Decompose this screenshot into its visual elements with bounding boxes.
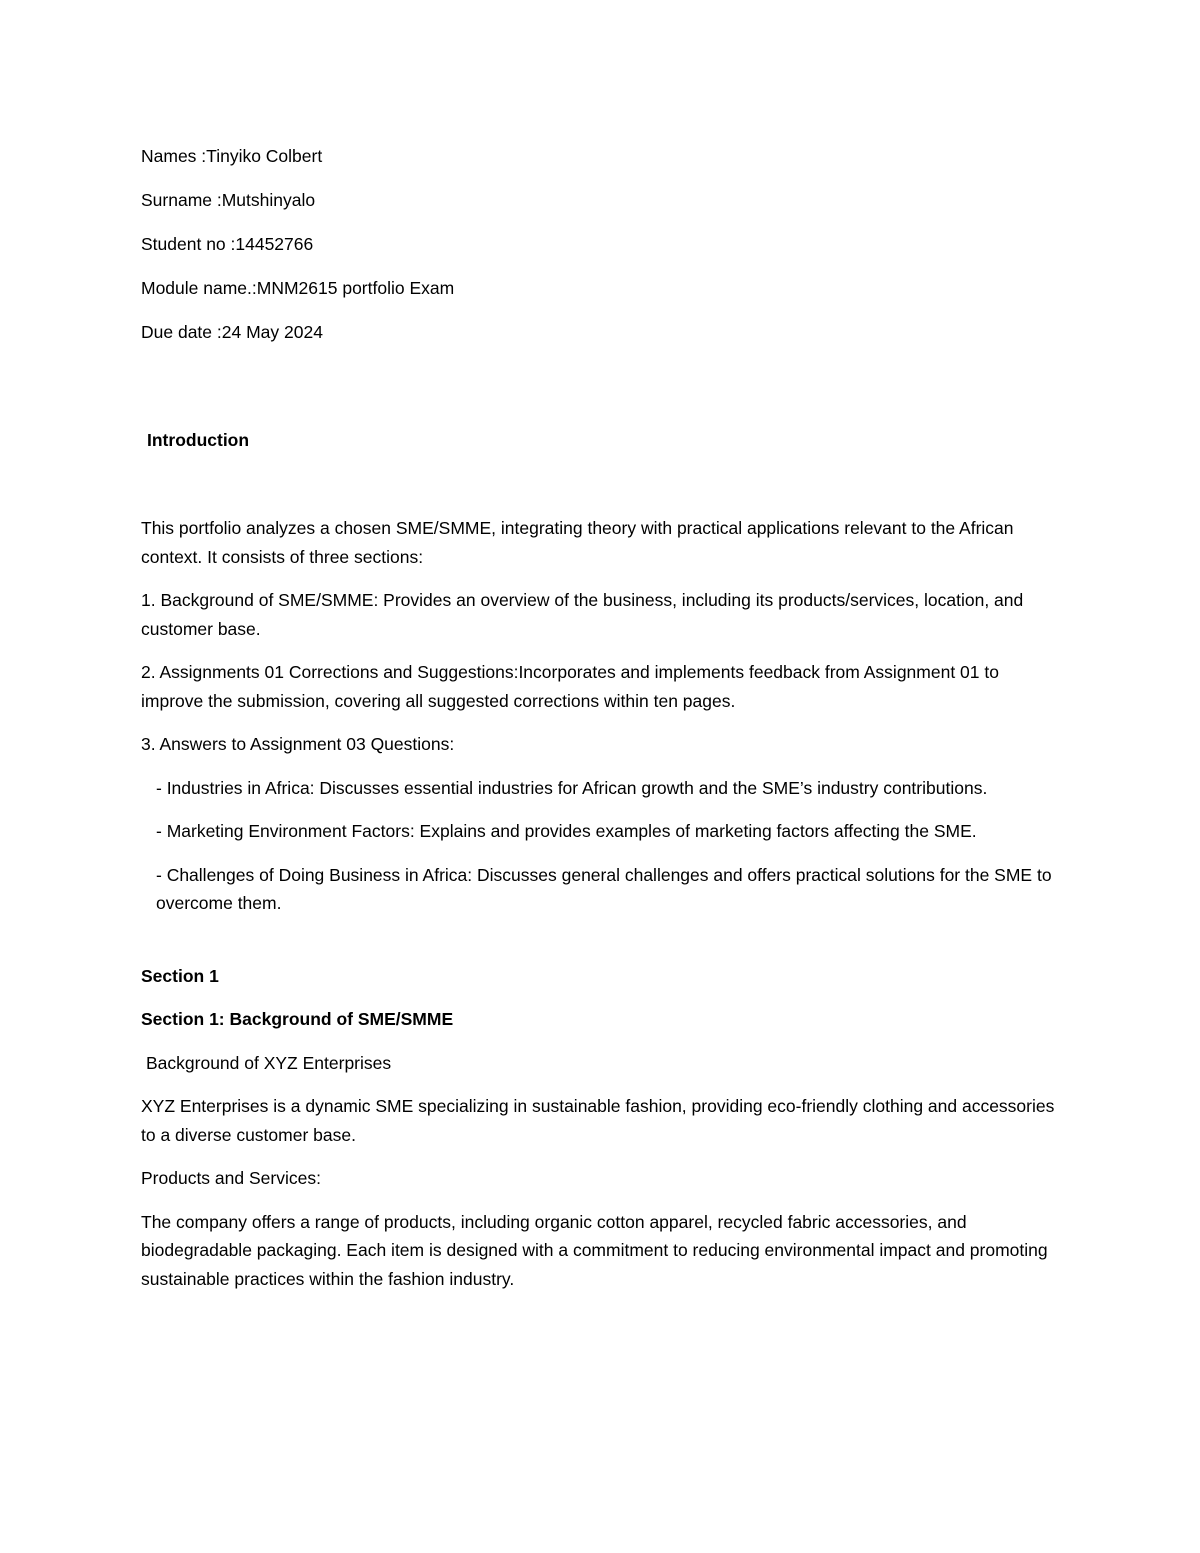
- introduction-subitem: - Challenges of Doing Business in Africa: Discusses general challenges and offers practical solutions for the SME to overcome them.: [156, 864, 1052, 913]
- introduction-paragraph: This portfolio analyzes a chosen SME/SMME, integrating theory with practical applications relevant to the African context. It consists of three sections:: [141, 518, 1014, 567]
- products-paragraph: The company offers a range of products, including organic cotton apparel, recycled fabric accessories, and biodegradable packaging. Each item is designed with a commitment to reducing environmental impact and promoting sustainable practices within the fashion industry.: [141, 1211, 1048, 1289]
- document-content: [141, 142, 1061, 1308]
- products-heading: Products and Services:: [141, 1168, 321, 1188]
- introduction-subitem: - Industries in Africa: Discusses essential industries for African growth and the SME’s industry contributions.: [156, 777, 988, 798]
- surname-line: Surname :Mutshinyalo: [141, 190, 316, 210]
- introduction-item: 1. Background of SME/SMME: Provides an overview of the business, including its products/services, location, and customer base.: [141, 590, 1024, 639]
- section1-title: Section 1: Background of SME/SMME: [141, 1009, 454, 1029]
- introduction-item: 2. Assignments 01 Corrections and Suggestions:Incorporates and implements feedback from Assignment 01 to improve the submission, covering all suggested corrections within ten pages.: [141, 662, 999, 711]
- introduction-subitem: - Marketing Environment Factors: Explains and provides examples of marketing factors affecting the SME.: [156, 821, 977, 841]
- section1-subtitle: Background of XYZ Enterprises: [146, 1052, 392, 1073]
- due-date-line: Due date :24 May 2024: [141, 322, 323, 342]
- introduction-item: 3. Answers to Assignment 03 Questions:: [141, 734, 455, 754]
- introduction-heading: Introduction: [147, 429, 250, 450]
- section1-label: Section 1: [141, 965, 219, 986]
- module-name-line: Module name.:MNM2615 portfolio Exam: [141, 278, 455, 298]
- names-line: Names :Tinyiko Colbert: [141, 146, 323, 166]
- section1-overview: XYZ Enterprises is a dynamic SME specializing in sustainable fashion, providing eco-friendly clothing and accessories to a diverse customer base.: [141, 1096, 1055, 1145]
- student-no-line: Student no :14452766: [141, 234, 314, 254]
